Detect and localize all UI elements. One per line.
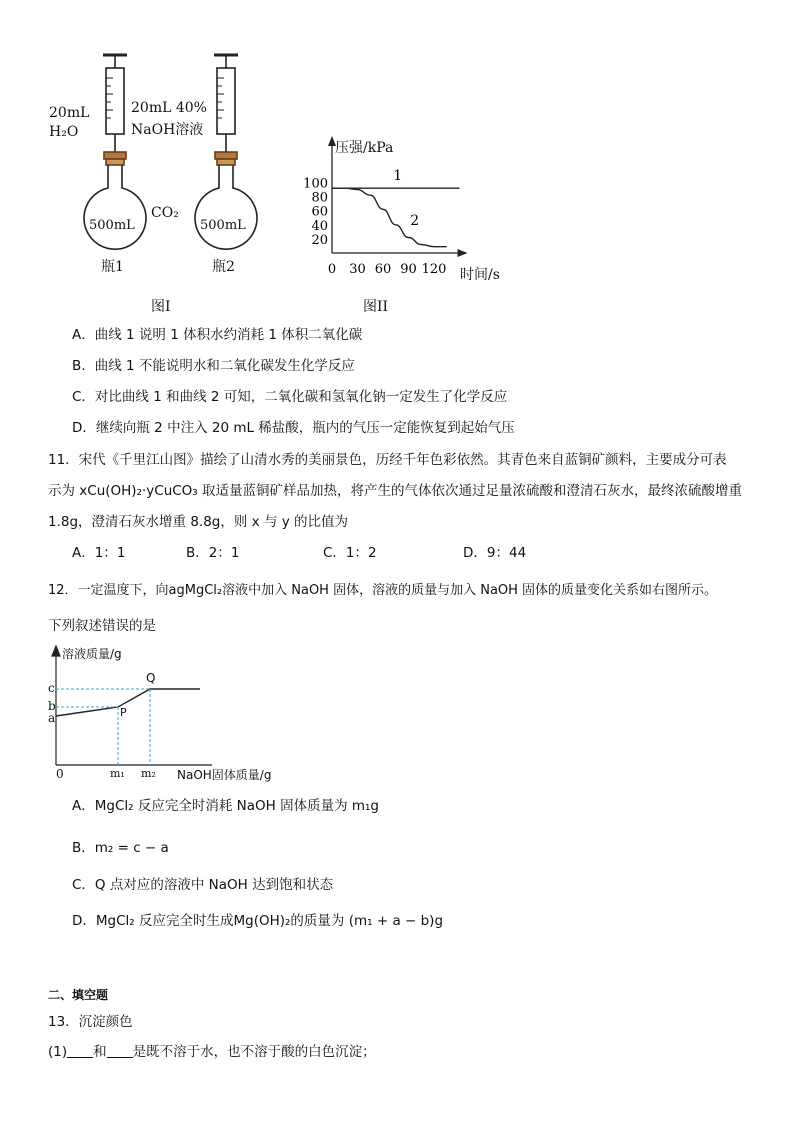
- q12-option-b[interactable]: B．m₂ = c − a: [72, 840, 169, 856]
- q10-option-a[interactable]: A．曲线 1 说明 1 体积水约消耗 1 体积二氧化碳: [72, 327, 363, 343]
- pressure-axis-label: 压强/kPa: [335, 140, 394, 156]
- answer-blank-1[interactable]: [67, 1043, 93, 1058]
- mark-b: b: [48, 699, 56, 713]
- answer-blank-2[interactable]: [107, 1043, 133, 1058]
- q12-option-a[interactable]: A．MgCl₂ 反应完全时消耗 NaOH 固体质量为 m₁g: [72, 798, 379, 814]
- time-axis-label: 时间/s: [460, 267, 500, 283]
- x-tick-label: 120: [421, 262, 447, 277]
- series-label-2: 2: [410, 212, 420, 229]
- flask2-volume: 500mL: [200, 218, 246, 233]
- time-x-arrow: [458, 249, 468, 257]
- mark-a: a: [48, 711, 56, 725]
- x-tick-label: 90: [400, 262, 417, 277]
- q12-text-line2: 下列叙述错误的是: [48, 618, 156, 634]
- q13-title: 13．沉淀颜色: [48, 1014, 133, 1030]
- mark-c: c: [48, 681, 55, 695]
- q11-text-line3: 1.8g，澄清石灰水增重 8.8g，则 x 与 y 的比值为: [48, 514, 349, 530]
- mass-curve: [56, 689, 200, 716]
- q13-part1-prefix: (1): [48, 1044, 68, 1060]
- y-tick-label: 20: [311, 232, 328, 248]
- mass-axis-label: 溶液质量/g: [62, 647, 122, 661]
- q11-option-a[interactable]: A．1：1: [72, 545, 126, 561]
- mark-m2: m₂: [141, 767, 156, 780]
- q13-part1-suffix: 是既不溶于水，也不溶于酸的白色沉淀；: [132, 1044, 376, 1060]
- naoh-axis-label: NaOH固体质量/g: [177, 768, 272, 782]
- pressure-chart: [0, 0, 794, 300]
- figure-2-caption: 图II: [363, 299, 389, 315]
- flask1-volume: 500mL: [89, 218, 135, 233]
- series-label-1: 1: [393, 168, 403, 185]
- q10-option-d[interactable]: D．继续向瓶 2 中注入 20 mL 稀盐酸，瓶内的气压一定能恢复到起始气压: [72, 420, 515, 436]
- section-title: 二、填空题: [48, 988, 109, 1002]
- bottle2-label: 瓶2: [212, 259, 235, 275]
- gas-label: CO₂: [151, 205, 179, 221]
- q12-option-d[interactable]: D．MgCl₂ 反应完全时生成Mg(OH)₂的质量为 (m₁ + a − b)g: [72, 913, 444, 929]
- y-tick-label: 40: [311, 218, 328, 234]
- y-tick-label: 60: [311, 204, 328, 220]
- q12-option-c[interactable]: C．Q 点对应的溶液中 NaOH 达到饱和状态: [72, 877, 334, 893]
- y-tick-label: 80: [311, 190, 328, 206]
- x-tick-label: 60: [374, 262, 392, 277]
- q10-option-c[interactable]: C．对比曲线 1 和曲线 2 可知，二氧化碳和氢氧化钠一定发生了化学反应: [72, 389, 508, 405]
- q11-text-line2: 示为 xCu(OH)₂·yCuCO₃ 取适量蓝铜矿样品加热，将产生的气体依次通过足量浓硫酸和澄清石灰水，最终浓硫酸增重: [48, 483, 743, 499]
- q11-option-c[interactable]: C．1：2: [323, 545, 377, 561]
- right-syringe-content: NaOH溶液: [131, 122, 204, 138]
- x-tick-label: 0: [327, 262, 337, 277]
- left-syringe-content: H₂O: [49, 124, 79, 140]
- q13-part1: [48, 1043, 376, 1061]
- point-p: P: [120, 706, 127, 719]
- q11-option-d[interactable]: D．9：44: [463, 545, 527, 561]
- figure-1-caption: 图I: [151, 299, 171, 315]
- q13-part1-mid: 和: [93, 1044, 107, 1060]
- series-line-2: [332, 188, 447, 247]
- q11-text-line1: 11．宋代《千里江山图》描绘了山清水秀的美丽景色，历经千年色彩依然。其青色来自蓝铜矿颜料，主要成分可表: [48, 452, 727, 468]
- left-syringe-volume: 20mL: [49, 105, 90, 121]
- right-syringe-volume: 20mL 40%: [131, 100, 207, 116]
- chart-y-arrow: [52, 646, 60, 656]
- x-tick-label: 30: [349, 262, 366, 277]
- q11-option-b[interactable]: B．2：1: [186, 545, 240, 561]
- q12-text-line1: 12．一定温度下，向agMgCl₂溶液中加入 NaOH 固体，溶液的质量与加入 NaOH 固体的质量变化关系如右图所示。: [48, 583, 718, 598]
- mark-m1: m₁: [110, 767, 125, 780]
- y-tick-label: 100: [303, 176, 328, 192]
- point-q: Q: [146, 671, 156, 685]
- bottle1-label: 瓶1: [101, 259, 124, 275]
- origin-label: 0: [56, 767, 64, 781]
- q10-option-b[interactable]: B．曲线 1 不能说明水和二氧化碳发生化学反应: [72, 358, 355, 374]
